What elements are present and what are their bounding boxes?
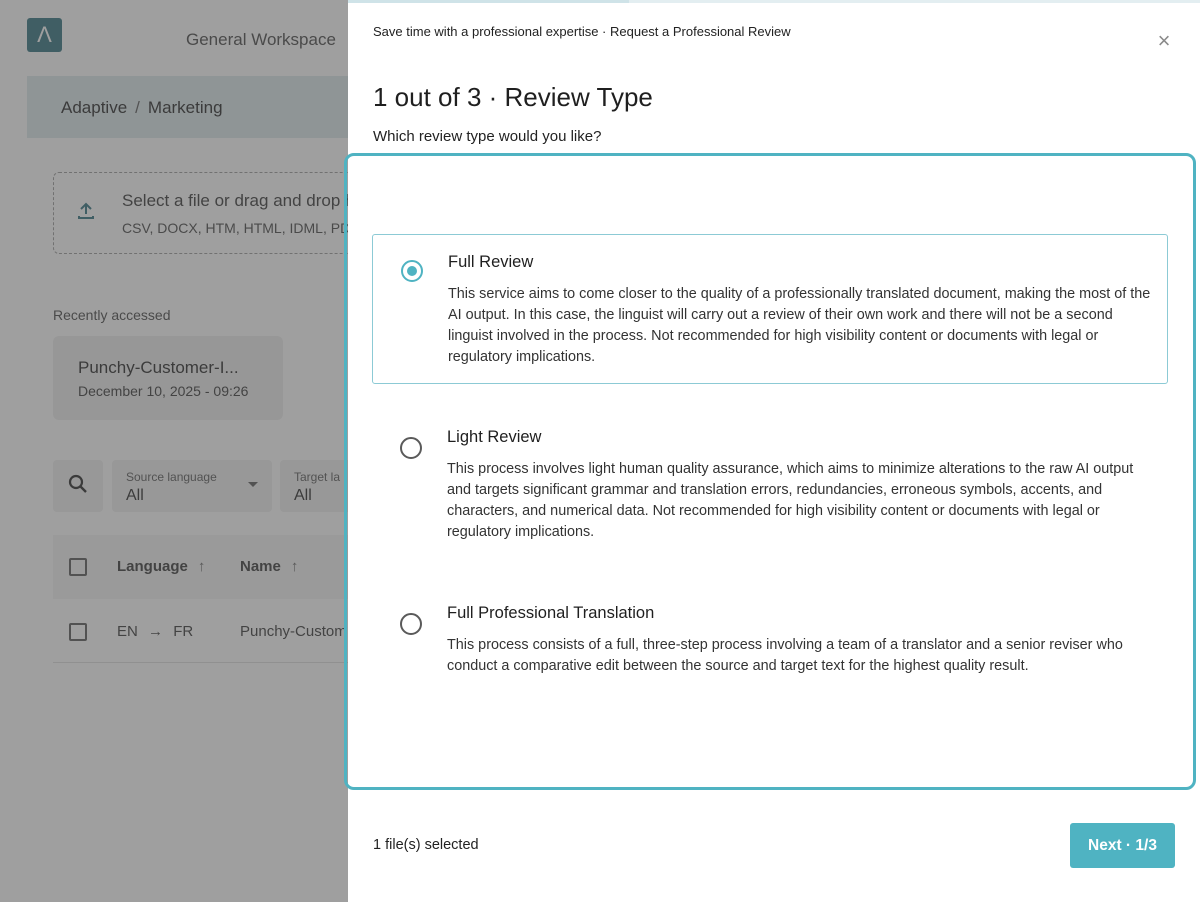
review-request-drawer (348, 0, 1200, 902)
step-progress-track (348, 0, 1200, 3)
option-description: This process involves light human quality assurance, which aims to minimize alterations to the raw AI output and targets significant grammar and translation errors, redundancies, erroneous symbols, accents, and characters, and numerical data. Not recommended for high visibility content or documents with legal or regulatory implications. (447, 461, 1134, 540)
option-description: This process consists of a full, three-step process involving a team of a translator and a senior reviser who conduct a comparative edit between the source and target text for the highest quality result. (447, 637, 1123, 674)
radio-light-review[interactable] (400, 437, 422, 459)
option-full-review[interactable] (372, 234, 1168, 384)
review-type-options (344, 153, 1196, 790)
option-full-professional-translation[interactable] (372, 586, 1168, 696)
option-title: Full Review (448, 253, 534, 271)
radio-full-review[interactable] (401, 260, 423, 282)
radio-full-professional-translation[interactable] (400, 613, 422, 635)
files-selected-count: 1 file(s) selected (373, 837, 479, 853)
close-icon: × (1157, 28, 1171, 53)
next-button[interactable]: Next · 1/3 (1070, 823, 1175, 868)
option-title: Light Review (447, 428, 542, 446)
option-description: This service aims to come closer to the quality of a professionally translated document, making the most of the AI output. In this case, the linguist will carry out a review of their own work and there will not be a second linguist involved in the process. Not recommended for high visibility content or documents with legal or regulatory implications. (448, 286, 1151, 365)
step-progress-fill (348, 0, 629, 3)
close-button[interactable] (1152, 30, 1176, 54)
drawer-subtitle: Save time with a professional expertise · Request a Professional Review (373, 24, 791, 39)
option-title: Full Professional Translation (447, 604, 655, 622)
drawer-title: 1 out of 3 · Review Type (373, 82, 653, 112)
review-type-question: Which review type would you like? (373, 128, 602, 145)
option-light-review[interactable] (372, 410, 1168, 560)
